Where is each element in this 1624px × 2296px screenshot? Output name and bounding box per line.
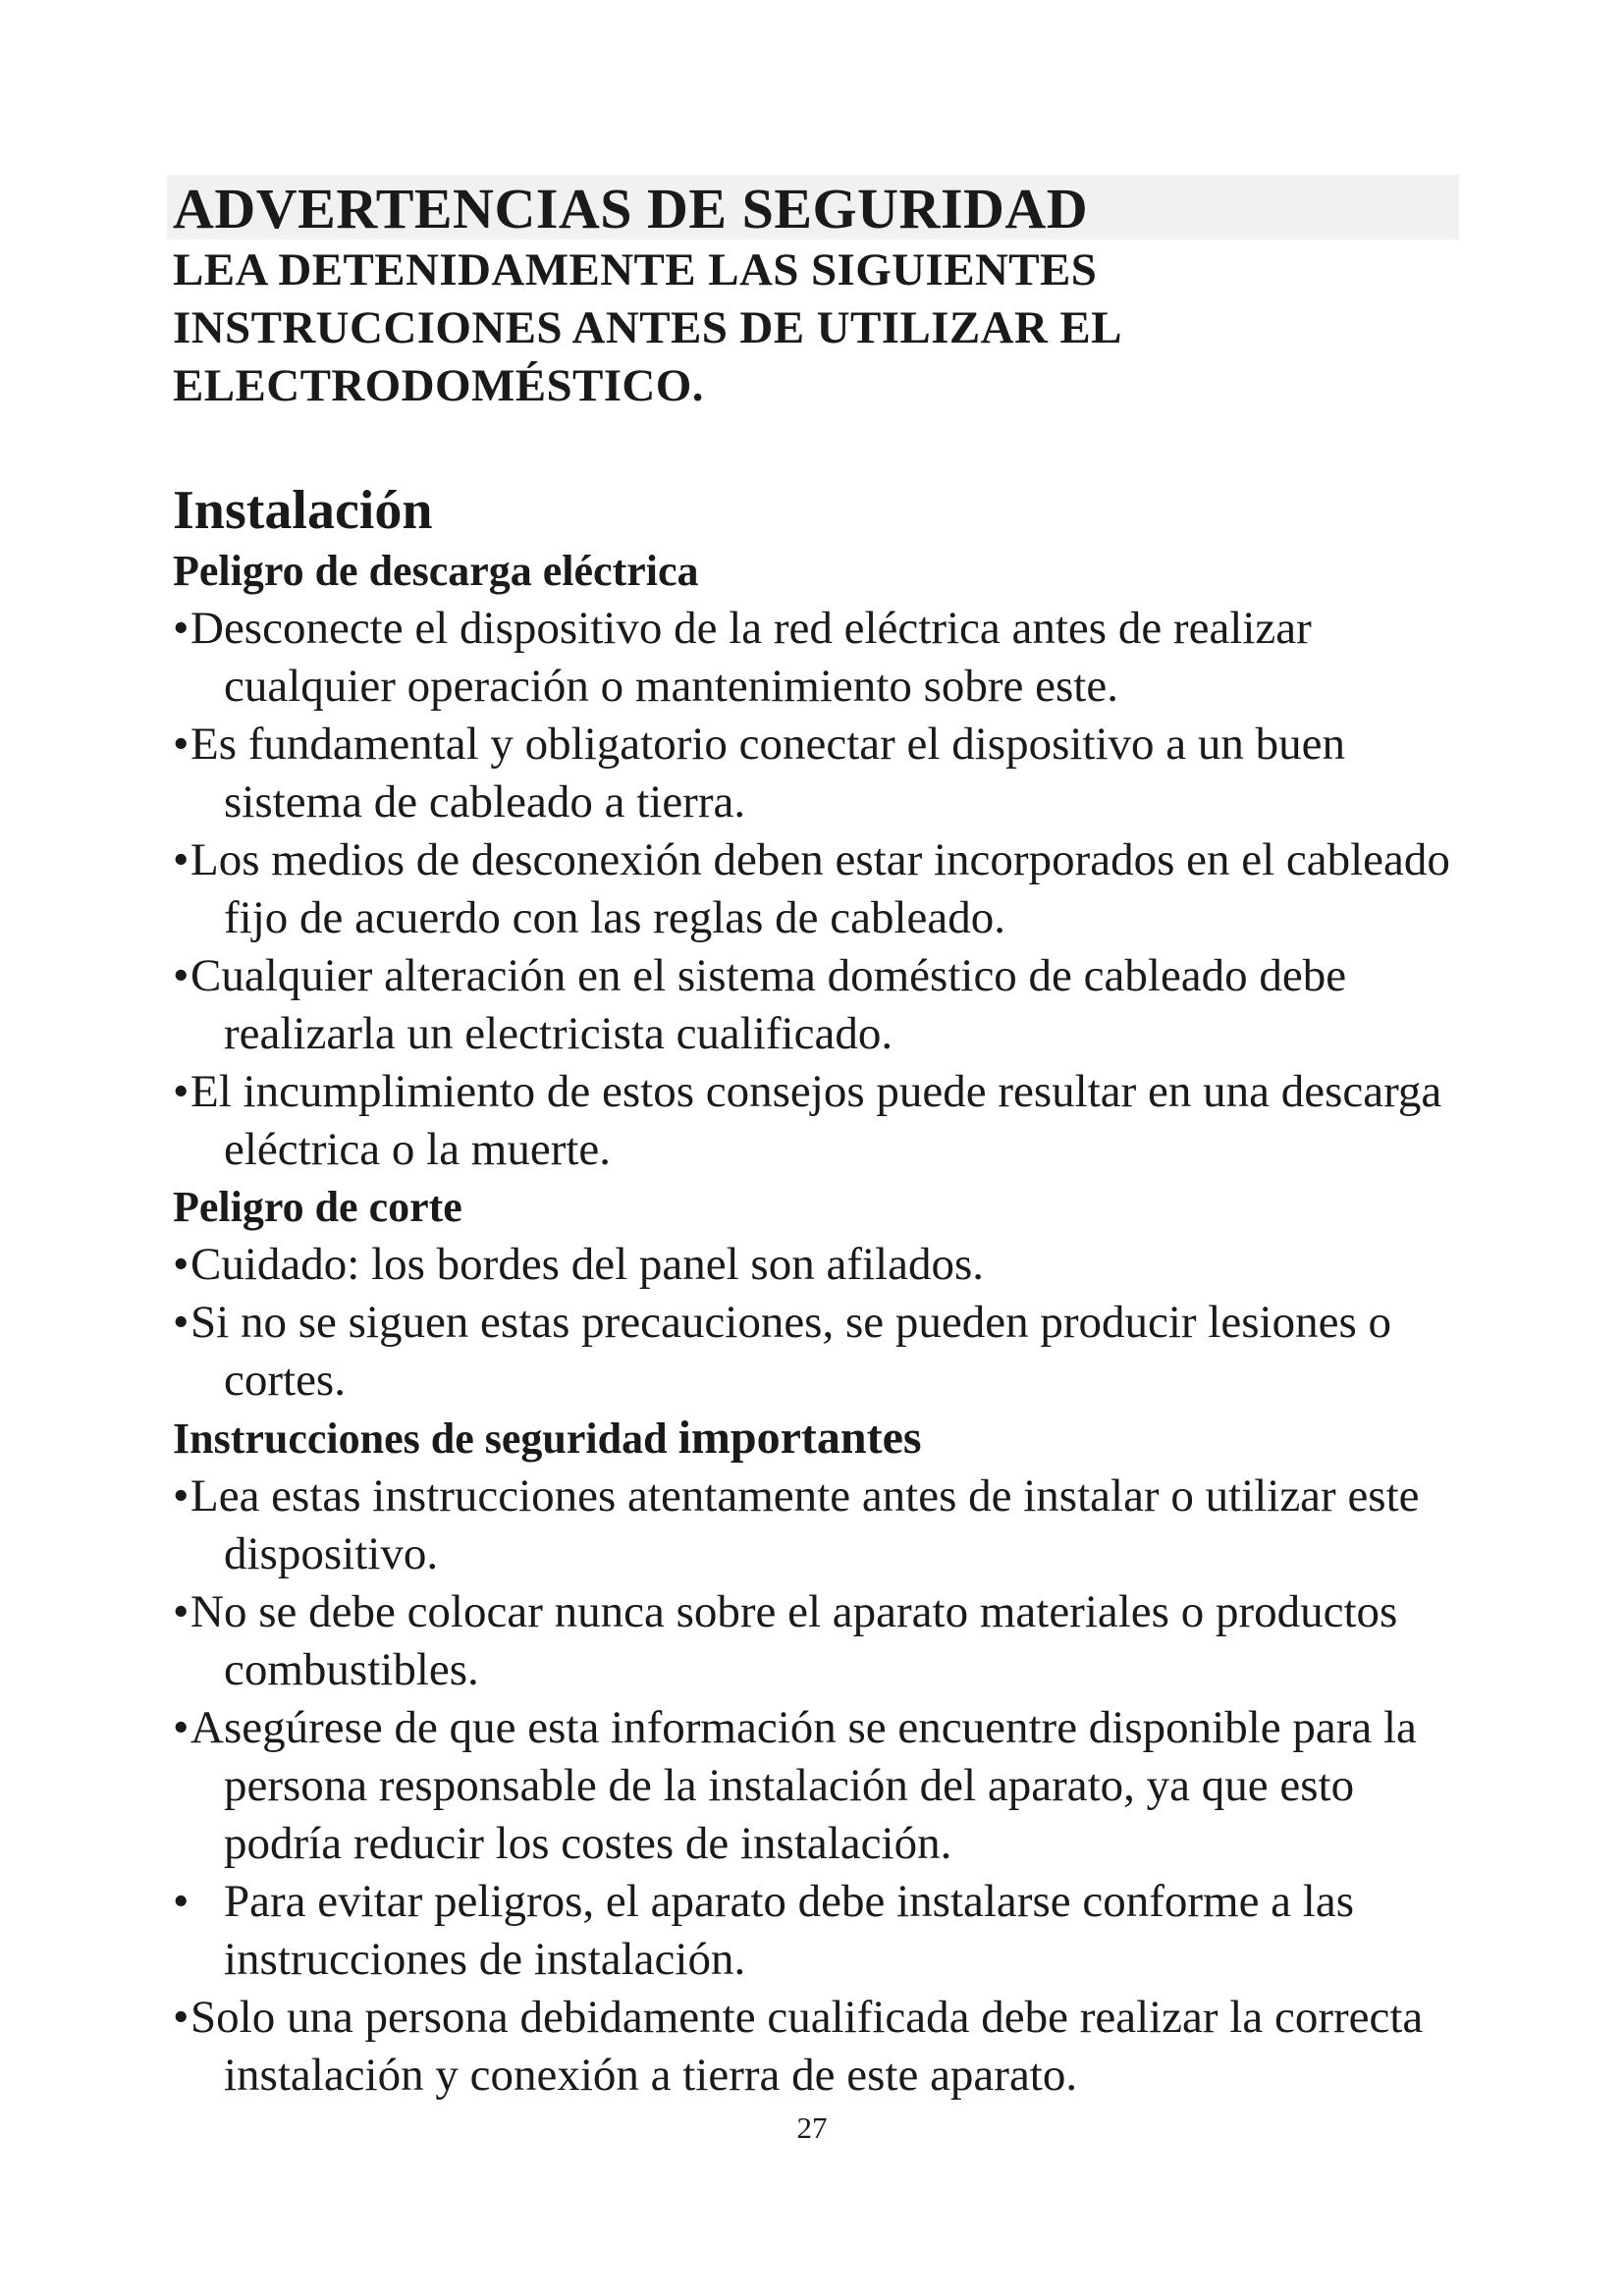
bullet: • [173, 603, 189, 654]
list-item [173, 1699, 1469, 1873]
list-item [173, 1873, 1469, 1989]
heading-part-emphasis: importantes [677, 1412, 922, 1464]
group-heading-safety [173, 1410, 1469, 1468]
list-item [173, 716, 1469, 831]
warning-subtitle [173, 241, 1469, 415]
group-heading-electric: Peligro de descarga eléctrica [173, 547, 699, 595]
list-item-text: Asegúrese de que esta información se encuentre disponible para la persona responsable de la instalación del aparato, ya que esto podría reducir los costes de instalación. [190, 1702, 1417, 1869]
bullet: • [173, 1992, 189, 2043]
bullet: • [173, 1297, 189, 1348]
list-item [173, 1468, 1469, 1583]
page-title: ADVERTENCIAS DE SEGURIDAD [173, 177, 1089, 240]
bullet: • [173, 834, 189, 885]
list-item-text: Lea estas instrucciones atentamente antes de instalar o utilizar este dispositivo. [190, 1470, 1420, 1579]
bullet: • [173, 1586, 189, 1637]
list-item-text: El incumplimiento de estos consejos puede resultar en una descarga eléctrica o la muerte. [190, 1066, 1442, 1175]
bullet: • [173, 1470, 189, 1522]
list-item [173, 600, 1469, 716]
list-item-text: Cualquier alteración en el sistema doméstico de cableado debe realizarla un electricista cualificado. [190, 950, 1347, 1059]
subtitle-line: LEA DETENIDAMENTE LAS SIGUIENTES [173, 244, 1098, 295]
list-item-text: Si no se siguen estas precauciones, se pueden producir lesiones o cortes. [190, 1297, 1391, 1406]
list-item [173, 831, 1469, 947]
list-item-text: Desconecte el dispositivo de la red eléctrica antes de realizar cualquier operación o mantenimiento sobre este. [190, 603, 1312, 712]
list-item-text: Los medios de desconexión deben estar incorporados en el cableado fijo de acuerdo con las reglas de cableado. [190, 834, 1450, 943]
heading-part: Instrucciones de seguridad [173, 1415, 678, 1463]
section-title: Instalación [173, 480, 433, 541]
subtitle-line: INSTRUCCIONES ANTES DE UTILIZAR EL [173, 302, 1122, 353]
title-band [167, 175, 1459, 240]
bullet: • [173, 1239, 189, 1290]
bullet: • [173, 719, 189, 770]
page-number: 27 [796, 2110, 828, 2145]
list-item-text: Es fundamental y obligatorio conectar el dispositivo a un buen sistema de cableado a tierra. [190, 719, 1346, 828]
list-item-text: Para evitar peligros, el aparato debe instalarse conforme a las instrucciones de instalación. [224, 1876, 1354, 1985]
list-item [173, 947, 1469, 1063]
list-item-text: Solo una persona debidamente cualificada debe realizar la correcta instalación y conexión a tierra de este aparato. [190, 1992, 1424, 2101]
bullet: • [173, 1066, 189, 1117]
list-item-text: Cuidado: los bordes del panel son afilados. [190, 1239, 984, 1290]
bullet: • [173, 1876, 189, 1927]
list-item [173, 1583, 1469, 1699]
list-item [173, 1063, 1469, 1179]
group-heading-cut: Peligro de corte [173, 1183, 462, 1231]
list-item [173, 1236, 1469, 1294]
subtitle-line: ELECTRODOMÉSTICO. [173, 360, 704, 411]
list-item [173, 1989, 1469, 2105]
bullet: • [173, 1702, 189, 1753]
page-content [173, 175, 1469, 2105]
bullet: • [173, 950, 189, 1001]
list-item-text: No se debe colocar nunca sobre el aparato materiales o productos combustibles. [190, 1586, 1398, 1695]
list-item [173, 1294, 1469, 1410]
